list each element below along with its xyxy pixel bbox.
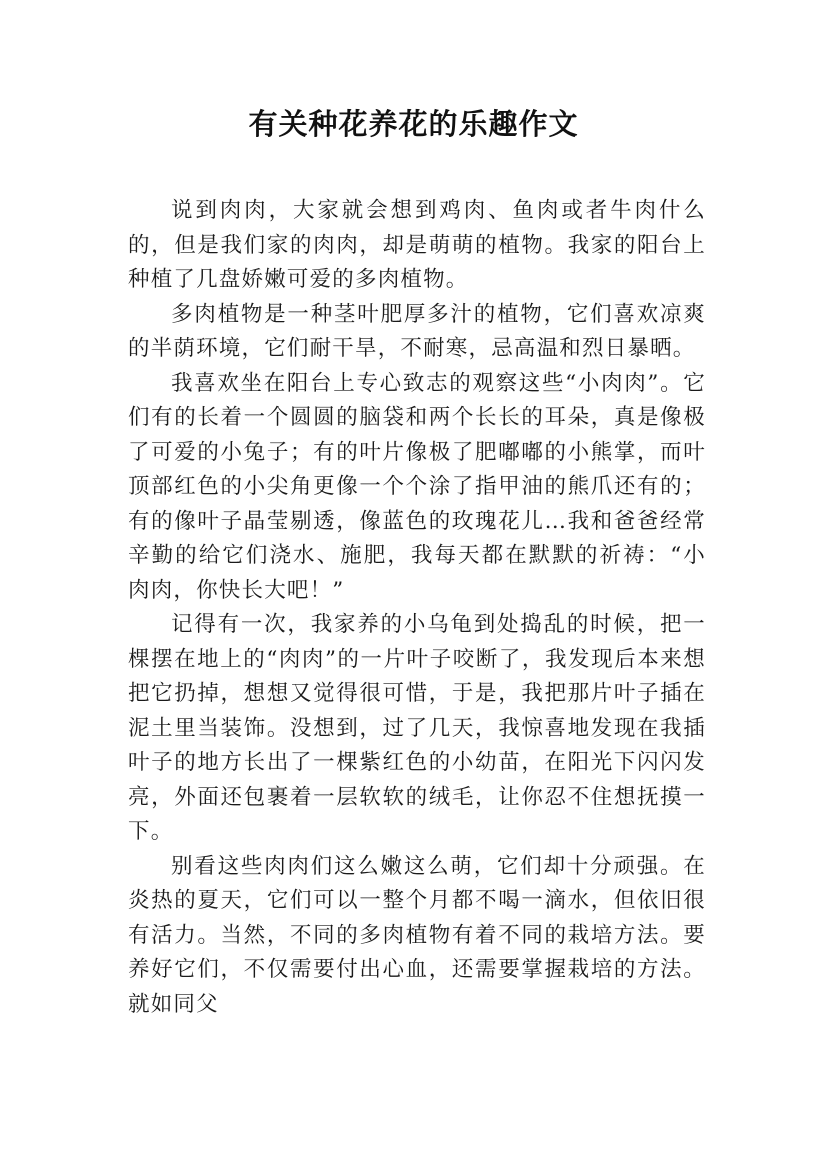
document-body — [128, 194, 706, 1022]
paragraph-1: 说到肉肉，大家就会想到鸡肉、鱼肉或者牛肉什么的，但是我们家的肉肉，却是萌萌的植物。我家的阳台上种植了几盘娇嫩可爱的多肉植物。 — [128, 198, 706, 292]
paragraph-2: 多肉植物是一种茎叶肥厚多汁的植物，它们喜欢凉爽的半荫环境，它们耐干旱，不耐寒，忌高温和烈日暴晒。 — [128, 301, 706, 361]
paragraph-5: 别看这些肉肉们这么嫩这么萌，它们却十分顽强。在炎热的夏天，它们可以一整个月都不喝一滴水，但依旧很有活力。当然，不同的多肉植物有着不同的栽培方法。要养好它们，不仅需要付出心血，还需要掌握栽培的方法。就如同父 — [128, 853, 706, 1017]
document-title: 有关种花养花的乐趣作文 — [248, 107, 579, 141]
paragraph-3: 我喜欢坐在阳台上专心致志的观察这些“小肉肉”。它们有的长着一个圆圆的脑袋和两个长长的耳朵，真是像极了可爱的小兔子；有的叶片像极了肥嘟嘟的小熊掌，而叶顶部红色的小尖角更像一个个涂了指甲油的熊爪还有的；有的像叶子晶莹剔透，像蓝色的玫瑰花儿…我和爸爸经常辛勤的给它们浇水、施肥，我每天都在默默的祈祷：“小肉肉，你快长大吧！” — [128, 370, 706, 603]
paragraph-4: 记得有一次，我家养的小乌龟到处捣乱的时候，把一棵摆在地上的“肉肉”的一片叶子咬断了，我发现后本来想把它扔掉，想想又觉得很可惜，于是，我把那片叶子插在泥土里当装饰。没想到，过了几天，我惊喜地发现在我插叶子的地方长出了一棵紫红色的小幼苗，在阳光下闪闪发亮，外面还包裹着一层软软的绒毛，让你忍不住想抚摸一下。 — [128, 612, 706, 844]
